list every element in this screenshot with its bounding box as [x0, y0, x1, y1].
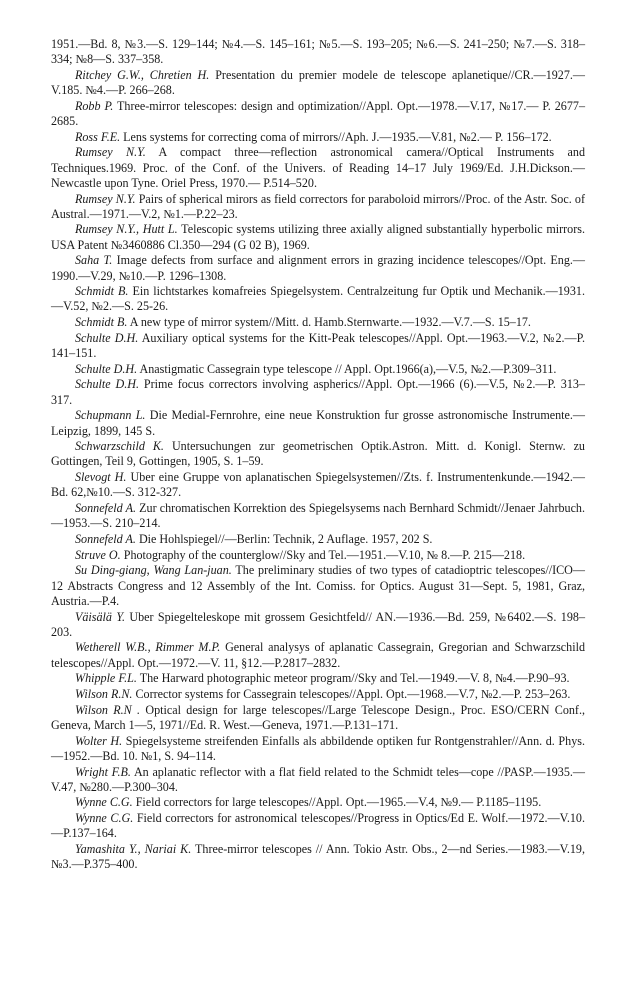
reference-author: Schmidt B. — [75, 315, 128, 330]
reference-author: Su Ding-giang, Wang Lan-juan. — [75, 563, 232, 578]
reference-author: Yamashita Y., Nariai K. — [75, 842, 192, 857]
reference-entry — [51, 439, 585, 469]
reference-text: Photography of the counterglow//Sky and Tel.—1951.—V.10, № 8.—P. 215—218. — [123, 547, 526, 562]
reference-text: Uber eine Gruppe von aplanatischen Spiegelsystemen//Zts. f. Instrumentenkunde.—1942.—Bd. 62,№10.—S. 312-327. — [51, 470, 585, 500]
reference-text: Die Hohlspiegel//—Berlin: Technik, 2 Auflage. 1957, 202 S. — [138, 532, 433, 546]
reference-text: Field correctors for astronomical telescopes//Progress in Optics/Ed E. Wolf.—1972.—V.10.—P.137–164. — [51, 811, 585, 841]
reference-text: Three-mirror telescopes // Ann. Tokio Astr. Obs., 2—nd Series.—1983.—V.19, №3.—P.375–400. — [51, 842, 585, 872]
reference-text: Field correctors for large telescopes//Appl. Opt.—1965.—V.4, №9.— P.1185–1195. — [135, 795, 542, 810]
reference-entry — [51, 811, 585, 841]
reference-text: General analysys of aplanatic Cassegrain, Gregorian and Schwarzschild telescopes//Appl. Opt.—1972.—V. 11, §12.—P.2817–2832. — [51, 640, 585, 670]
reference-entry — [51, 470, 585, 500]
reference-author: Robb P. — [75, 98, 114, 113]
reference-text: Zur chromatischen Korrektion des Spiegelsysems nach Bernhard Schmidt//Jenaer Jahrbuch.—1953.—S. 210–214. — [51, 501, 586, 531]
reference-author: Wynne C.G. — [75, 811, 134, 826]
reference-entry — [51, 145, 585, 191]
reference-entry — [51, 377, 585, 407]
reference-author: Wolter H. — [75, 733, 123, 748]
reference-author: Rumsey N.Y., Hutt L. — [75, 222, 178, 237]
reference-text: Presentation du premier modele de telescope aplanetique//CR.—1927.—V.185. №4.—P. 266–268. — [51, 67, 585, 98]
reference-author: Sonnefeld A. — [75, 532, 136, 546]
reference-author: Schulte D.H. — [75, 361, 138, 376]
reference-entry — [51, 734, 585, 764]
reference-entry — [51, 765, 585, 795]
reference-author: Wright F.B. — [75, 764, 131, 779]
reference-author: Väisälä Y. — [75, 609, 125, 624]
reference-list — [51, 37, 585, 872]
reference-entry — [51, 563, 585, 609]
reference-entry — [51, 795, 585, 810]
reference-text: Corrector systems for Cassegrain telescopes//Appl. Opt.—1968.—V.7, №2.—P. 253–263. — [135, 687, 571, 702]
reference-text: The preliminary studies of two types of catadioptric telescopes//ICO—12 Abstracts Congress and 12 Assembly of the Int. Comiss. for Optics. August 31—Sept. 5, 1981, Graz, Austria.—P.4. — [51, 563, 585, 608]
reference-entry — [51, 548, 585, 563]
reference-entry — [51, 37, 585, 67]
reference-text: Die Medial-Fernrohre, eine neue Konstruktion fur grosse astronomische Instrumente.—Leipzig, 1899, 145 S. — [51, 408, 585, 438]
reference-entry — [51, 331, 585, 361]
reference-entry — [51, 501, 585, 531]
reference-entry — [51, 640, 585, 670]
reference-author: Ross F.E. — [75, 129, 121, 144]
reference-author: Schulte D.H. — [75, 330, 139, 345]
reference-entry — [51, 192, 585, 222]
reference-text: A compact three—reflection astronomical camera//Optical Instruments and Techniques.1969. Proc. of the Conf. of the Univers. of Reading 14–17 July 1969/Ed. J.H.Dickson.—Newcastle upon Tyne. Oriel Press, 1970.— P.514–520. — [51, 145, 585, 190]
reference-entry — [51, 408, 585, 438]
reference-entry — [51, 284, 585, 314]
reference-author: Sonnefeld A. — [75, 501, 137, 516]
reference-entry — [51, 222, 585, 252]
reference-text: Optical design for large telescopes//Large Telescope Design., Proc. ESO/CERN Conf., Geneva, March 1—5, 1971//Ed. R. West.—Geneva, 1971.—P.131–171. — [51, 702, 585, 732]
reference-text: Spiegelsysteme streifenden Einfalls als abbildende optiken fur Rontgenstrahler//Ann. d. Phys.—1952.—Bd. 10. №1, S. 94–114. — [51, 733, 585, 763]
reference-author: Slevogt H. — [75, 470, 127, 485]
reference-text: Untersuchungen zur geometrischen Optik.Astron. Mitt. d. Konigl. Sternw. zu Gottingen, Teil 9, Gottingen, 1905, S. 1–59. — [51, 439, 585, 469]
reference-text: 1951.—Bd. 8, №3.—S. 129–144; №4.—S. 145–161; №5.—S. 193–205; №6.—S. 241–250; №7.—S. 318–334; №8—S. 337–358. — [51, 37, 585, 67]
reference-author: Wilson R.N. — [75, 687, 133, 702]
reference-entry — [51, 532, 585, 547]
reference-text: A new type of mirror system//Mitt. d. Hamb.Sternwarte.—1932.—V.7.—S. 15–17. — [129, 315, 531, 330]
reference-text: Image defects from surface and alignment errors in grazing incidence telescopes//Opt. Eng.—1990.—V.29, №10.—P. 1296–1308. — [51, 253, 585, 283]
reference-author: Saha T. — [75, 253, 113, 268]
reference-text: Anastigmatic Cassegrain type telescope // Appl. Opt.1966(a),—V.5, №2.—P.309–311. — [139, 361, 557, 376]
reference-author: Ritchey G.W., Chretien H. — [75, 67, 210, 82]
reference-entry — [51, 703, 585, 733]
reference-author: Schulte D.H. — [75, 377, 140, 392]
reference-author: Rumsey N.Y. — [75, 191, 136, 206]
reference-text: The Harward photographic meteor program//Sky and Tel.—1949.—V. 8, №4.—P.90–93. — [139, 671, 570, 686]
reference-author: Wetherell W.B., Rimmer M.P. — [75, 640, 221, 655]
reference-author: Wynne C.G. — [75, 795, 133, 810]
reference-entry — [51, 842, 585, 872]
reference-entry — [51, 610, 585, 640]
reference-author: Wilson R.N . — [75, 702, 141, 717]
reference-author: Rumsey N.Y. — [75, 145, 146, 160]
reference-author: Struve O. — [75, 547, 121, 562]
reference-text: Lens systems for correcting coma of mirrors//Aph. J.—1935.—V.81, №2.— P. 156–172. — [123, 129, 552, 144]
reference-entry — [51, 315, 585, 330]
reference-entry — [51, 687, 585, 702]
reference-entry — [51, 68, 585, 98]
reference-entry — [51, 253, 585, 283]
reference-entry — [51, 130, 585, 145]
reference-text: Auxiliary optical systems for the Kitt-Peak telescopes//Appl. Opt.—1963.—V.2, №2.—P. 141–151. — [51, 330, 586, 361]
reference-entry — [51, 671, 585, 686]
reference-author: Schmidt B. — [75, 284, 129, 299]
reference-text: Pairs of spherical mirors as field correctors for paraboloid mirrors//Proc. of the Astr. Soc. of Austral.—1971.—V.2, №1.—P.22–23. — [51, 191, 585, 221]
reference-text: Telescopic systems utilizing three axially aligned substantially hyperbolic mirrors. USA Patent №3460886 Cl.350—294 (G 02 B), 1969. — [51, 222, 585, 252]
reference-text: Ein lichtstarkes komafreies Spiegelsystem. Centralzeitung fur Optik und Mechanik.—1931.—V.52, №2.—S. 25-26. — [51, 284, 585, 314]
reference-text: An aplanatic reflector with a flat field related to the Schmidt teles—cope //PASP.—1935.—V.47, №280.—P.300–304. — [51, 764, 586, 794]
reference-text: Uber Spiegelteleskope mit grossem Gesichtfeld// AN.—1936.—Bd. 259, №6402.—S. 198–203. — [51, 609, 585, 639]
reference-author: Schupmann L. — [75, 408, 146, 423]
reference-text: Prime focus correctors involving aspherics//Appl. Opt.—1966 (6).—V.5, №2.—P. 313–317. — [51, 377, 585, 407]
reference-author: Whipple F.L. — [75, 671, 137, 686]
reference-entry — [51, 362, 585, 377]
reference-author: Schwarzschild K. — [75, 439, 164, 454]
reference-entry — [51, 99, 585, 129]
reference-text: Three-mirror telescopes: design and optimization//Appl. Opt.—1978.—V.17, №17.— P. 2677–2685. — [51, 98, 585, 129]
